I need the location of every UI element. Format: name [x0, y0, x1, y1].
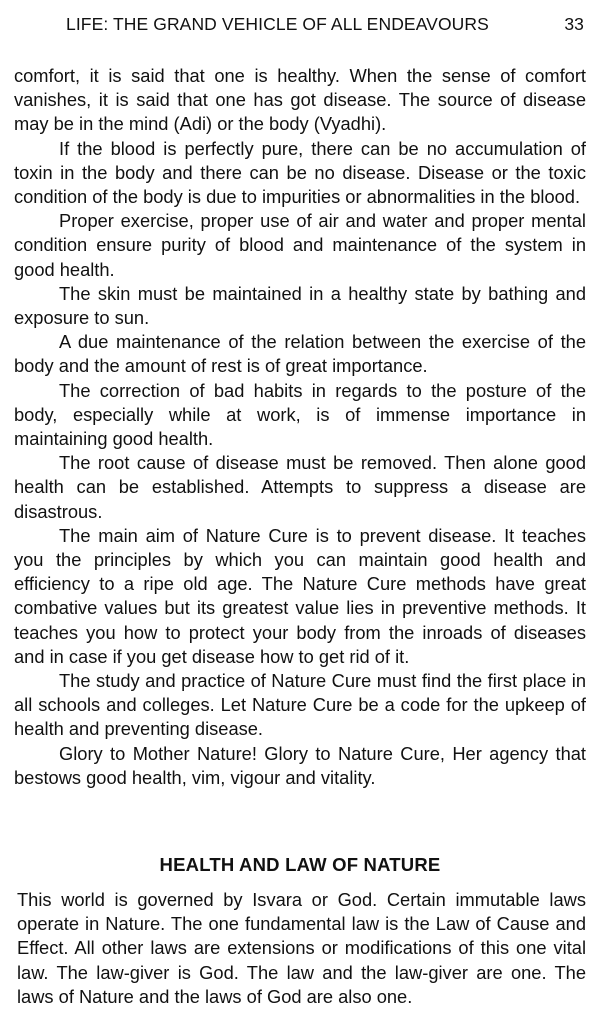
paragraph: The main aim of Nature Cure is to prevent disease. It teaches you the principles by which you can maintain good health and efficiency to a ripe old age. The Nature Cure methods have great combative values but its greatest value lies in preventive methods. It teaches you how to protect your body from the inroads of diseases and in case if you get disease how to get rid of it.	[14, 524, 586, 667]
paragraph: The correction of bad habits in regards to the posture of the body, especially while at work, is of immense importance in maintaining good health.	[14, 379, 586, 450]
paragraph: The skin must be maintained in a healthy state by bathing and exposure to sun.	[14, 282, 586, 329]
main-text	[14, 64, 586, 790]
paragraph: The study and practice of Nature Cure must find the first place in all schools and colleges. Let Nature Cure be a code for the upkeep of health and preventing disease.	[14, 670, 586, 740]
section-text	[17, 888, 586, 1009]
paragraph: This world is governed by Isvara or God. Certain immutable laws operate in Nature. The one fundamental law is the Law of Cause and Effect. All other laws are extensions or modifications of this one vital law. The law-giver is God. The law and the law-giver are one. The laws of Nature and the laws of God are also one.	[17, 889, 586, 1007]
paragraph: Glory to Mother Nature! Glory to Nature Cure, Her agency that bestows good health, vim, vigour and vitality.	[14, 742, 586, 788]
paragraph: A due maintenance of the relation between the exercise of the body and the amount of rest is of great importance.	[14, 331, 586, 377]
paragraph: The root cause of disease must be removed. Then alone good health can be established. Attempts to suppress a disease are disastrous.	[14, 452, 586, 522]
paragraph: comfort, it is said that one is healthy. When the sense of comfort vanishes, it is said that one has got disease. The source of disease may be in the mind (Adi) or the body (Vyadhi).	[14, 65, 586, 135]
running-title: LIFE: THE GRAND VEHICLE OF ALL ENDEAVOURS	[66, 14, 489, 34]
page-number: 33	[564, 14, 584, 34]
section-heading: HEALTH AND LAW OF NATURE	[159, 854, 441, 875]
page-header	[66, 14, 584, 38]
paragraph: If the blood is perfectly pure, there can be no accumulation of toxin in the body and there can be no disease. Disease or the toxic condition of the body is due to impurities or abnormalities in the blood.	[14, 137, 586, 208]
paragraph: Proper exercise, proper use of air and water and proper mental condition ensure purity of blood and maintenance of the system in good health.	[14, 210, 586, 280]
